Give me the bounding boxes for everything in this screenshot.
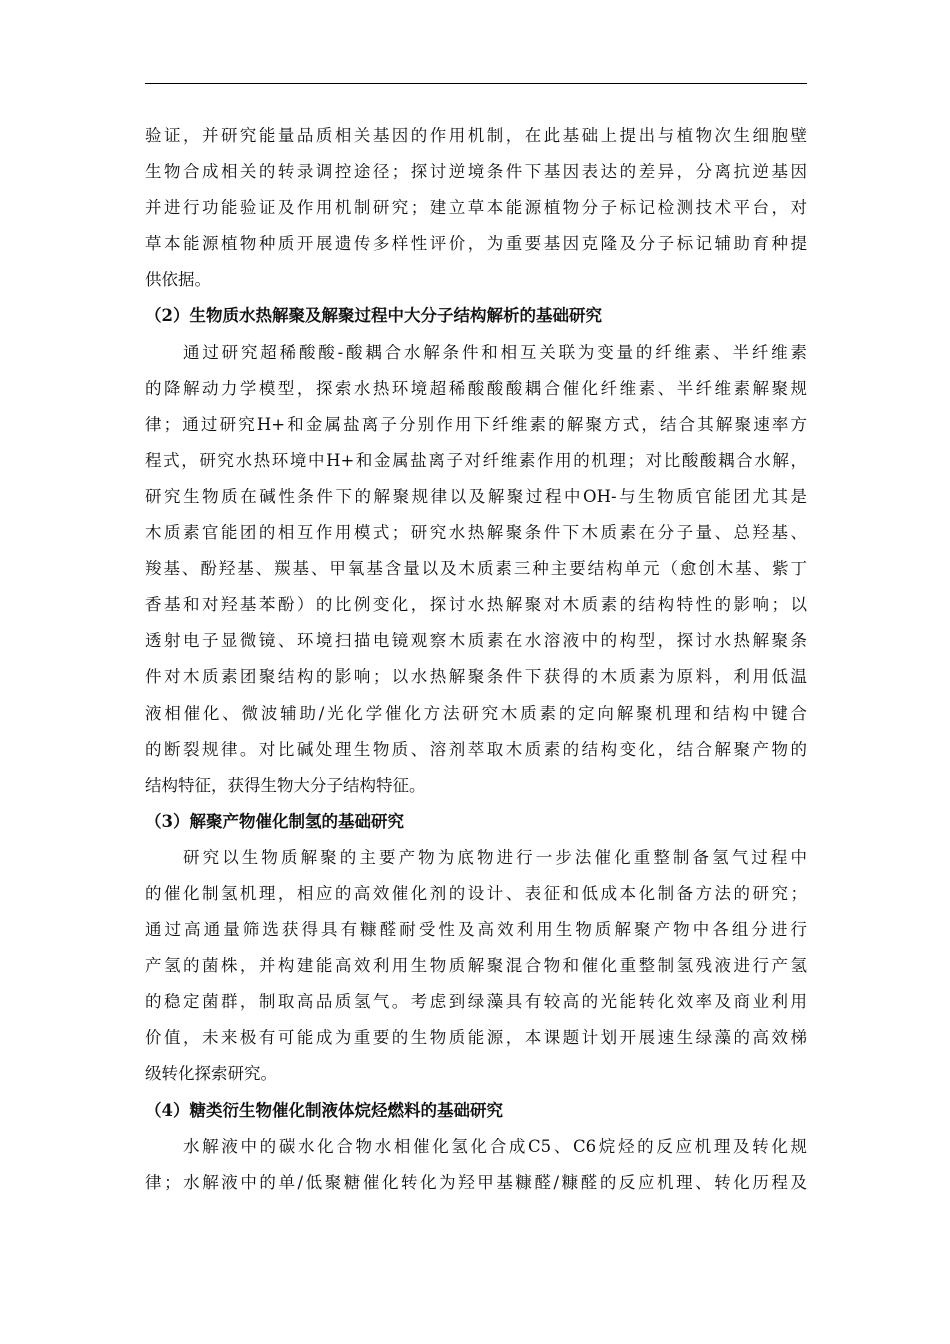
text-line: 的稳定菌群，制取高品质氢气。考虑到绿藻具有较高的光能转化效率及商业利用 bbox=[145, 992, 807, 1012]
section-heading-4: （4）糖类衍生物催化制液体烷烃燃料的基础研究 bbox=[145, 1100, 503, 1120]
text-line: 级转化探索研究。 bbox=[145, 1064, 277, 1084]
document-body bbox=[145, 118, 807, 1201]
text-line: 程式，研究水热环境中H+和金属盐离子对纤维素作用的机理；对比酸酸耦合水解， bbox=[145, 450, 807, 470]
text-line: 的催化制氢机理，相应的高效催化剂的设计、表征和低成本化制备方法的研究； bbox=[145, 883, 807, 903]
paragraph-1 bbox=[145, 118, 807, 298]
section-heading-2: （2）生物质水热解聚及解聚过程中大分子结构解析的基础研究 bbox=[145, 306, 602, 326]
text-line: 律；通过研究H+和金属盐离子分别作用下纤维素的解聚方式，结合其解聚速率方 bbox=[145, 414, 807, 434]
text-line: 木质素官能团的相互作用模式；研究水热解聚条件下木质素在分子量、总羟基、 bbox=[145, 523, 807, 543]
text-line: 羧基、酚羟基、羰基、甲氧基含量以及木质素三种主要结构单元（愈创木基、紫丁 bbox=[145, 559, 807, 579]
text-line: 律；水解液中的单/低聚糖催化转化为羟甲基糠醛/糠醛的反应机理、转化历程及 bbox=[145, 1172, 807, 1192]
text-line: 透射电子显微镜、环境扫描电镜观察木质素在水溶液中的构型，探讨水热解聚条 bbox=[145, 631, 807, 651]
text-line: 草本能源植物种质开展遗传多样性评价，为重要基因克隆及分子标记辅助育种提 bbox=[145, 234, 807, 254]
text-line: 水解液中的碳水化合物水相催化氢化合成C5、C6烷烃的反应机理及转化规 bbox=[183, 1136, 807, 1156]
text-line: 通过研究超稀酸酸-酸耦合水解条件和相互关联为变量的纤维素、半纤维素 bbox=[183, 342, 807, 362]
text-line: 并进行功能验证及作用机制研究；建立草本能源植物分子标记检测技术平台，对 bbox=[145, 198, 807, 218]
text-line: 的断裂规律。对比碱处理生物质、溶剂萃取木质素的结构变化，结合解聚产物的 bbox=[145, 739, 807, 759]
text-line: 研究生物质在碱性条件下的解聚规律以及解聚过程中OH-与生物质官能团尤其是 bbox=[145, 486, 807, 506]
text-line: 产氢的菌株，并构建能高效利用生物质解聚混合物和催化重整制氢残液进行产氢 bbox=[145, 956, 807, 976]
header-rule bbox=[145, 83, 807, 84]
text-line: 液相催化、微波辅助/光化学催化方法研究木质素的定向解聚机理和结构中键合 bbox=[145, 703, 807, 723]
paragraph-2 bbox=[145, 335, 807, 804]
text-line: 验证，并研究能量品质相关基因的作用机制，在此基础上提出与植物次生细胞壁 bbox=[145, 126, 807, 145]
text-line: 的降解动力学模型，探索水热环境超稀酸酸酸耦合催化纤维素、半纤维素解聚规 bbox=[145, 378, 807, 398]
text-line: 研究以生物质解聚的主要产物为底物进行一步法催化重整制备氢气过程中 bbox=[183, 847, 807, 867]
section-heading-3: （3）解聚产物催化制氢的基础研究 bbox=[145, 811, 404, 831]
paragraph-4 bbox=[145, 1129, 807, 1201]
text-line: 生物合成相关的转录调控途径；探讨逆境条件下基因表达的差异，分离抗逆基因 bbox=[145, 162, 807, 182]
text-line: 供依据。 bbox=[145, 270, 211, 290]
text-line: 通过高通量筛选获得具有糠醛耐受性及高效利用生物质解聚产物中各组分进行 bbox=[145, 920, 807, 940]
text-line: 结构特征，获得生物大分子结构特征。 bbox=[145, 775, 426, 795]
text-line: 件对木质素团聚结构的影响；以水热解聚条件下获得的木质素为原料，利用低温 bbox=[145, 667, 807, 687]
text-line: 价值，未来极有可能成为重要的生物质能源，本课题计划开展速生绿藻的高效梯 bbox=[145, 1028, 807, 1048]
paragraph-3 bbox=[145, 840, 807, 1093]
text-line: 香基和对羟基苯酚）的比例变化，探讨水热解聚对木质素的结构特性的影响；以 bbox=[145, 595, 807, 615]
